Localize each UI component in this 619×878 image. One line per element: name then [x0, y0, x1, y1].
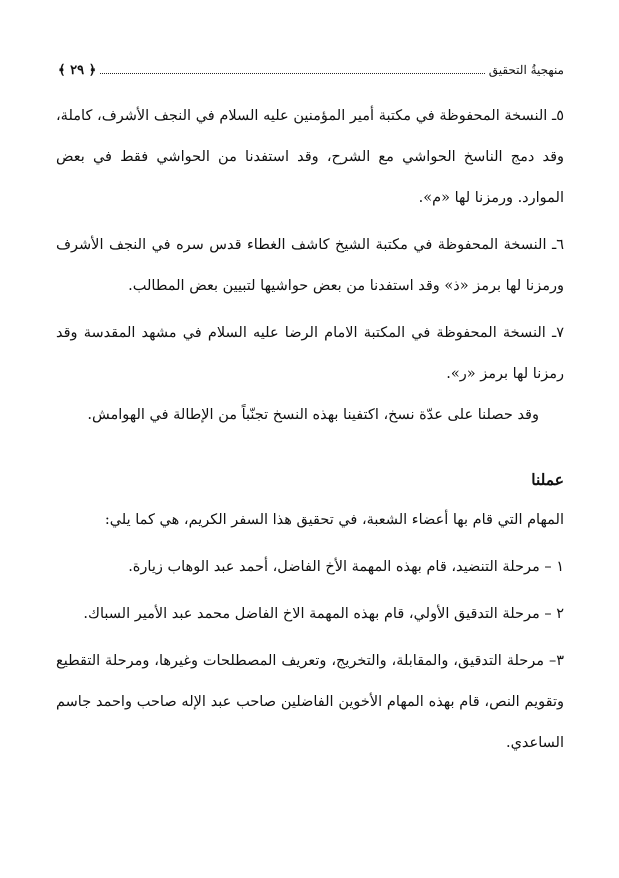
task-item-3: ٣– مرحلة التدقيق، والمقابلة، والتخريج، وتعريف المصطلحات وغيرها، ومرحلة التقطيع وتقويم النص، قام بهذه المهام الأخوين الفاضلين صاحب عبد الإله صاحب واحمد جاسم الساعدي. [56, 653, 564, 751]
header-dot-leader [100, 73, 484, 74]
paragraph-copies-summary: وقد حصلنا على عدّة نسخ، اكتفينا بهذه النسخ تجنّباً من الإطالة في الهوامش. [87, 407, 539, 423]
page-body [56, 96, 564, 764]
paragraph-copy-6: ٦ـ النسخة المحفوظة في مكتبة الشيخ كاشف الغطاء قدس سره في النجف الأشرف ورمزنا لها برمز «ذ» وقد استفدنا من بعض حواشيها لتبيين بعض المطالب. [56, 237, 564, 294]
section-intro: المهام التي قام بها أعضاء الشعبة، في تحقيق هذا السفر الكريم، هي كما يلي: [104, 512, 564, 528]
running-title: منهجيةُ التحقيق [488, 63, 564, 77]
page-number: ﴿ ٢٩ ﴾ [58, 62, 97, 78]
paragraph-copy-7: ٧ـ النسخة المحفوظة في المكتبة الامام الرضا عليه السلام في مشهد المقدسة وقد رمزنا لها برمز «ر». [56, 325, 564, 382]
task-item-1: ١ – مرحلة التنضيد، قام بهذه المهمة الأخ الفاضل، أحمد عبد الوهاب زيارة. [128, 559, 564, 575]
paragraph-copy-5: ٥ـ النسخة المحفوظة في مكتبة أمير المؤمنين عليه السلام في النجف الأشرف، كاملة، وقد دمج الناسخ الحواشي مع الشرح، وقد استفدنا من الحواشي فقط في بعض الموارد. ورمزنا لها «م». [56, 108, 564, 206]
task-item-2: ٢ – مرحلة التدقيق الأولي، قام بهذه المهمة الاخ الفاضل محمد عبد الأمير السباك. [83, 606, 564, 622]
page-header [58, 60, 564, 80]
section-heading: عملنا [531, 470, 564, 489]
